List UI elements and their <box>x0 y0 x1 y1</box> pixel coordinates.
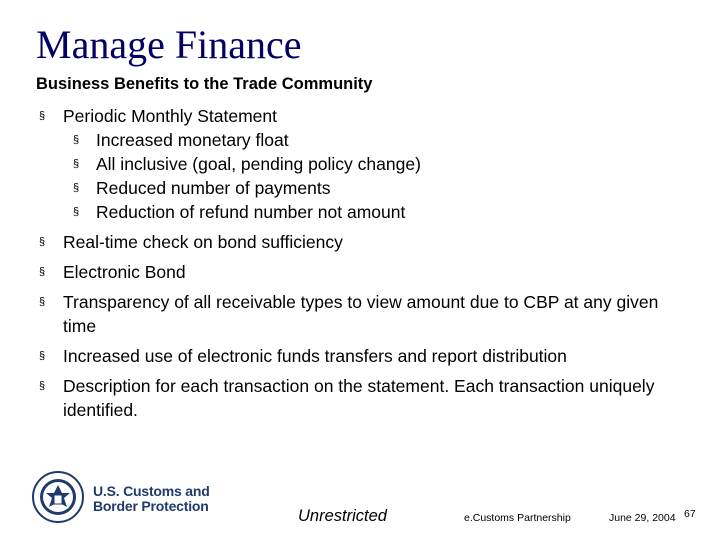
bullet-item <box>0 374 683 422</box>
bullet-item <box>0 290 683 338</box>
bullet-marker: § <box>73 182 80 194</box>
dhs-seal-icon <box>32 471 84 523</box>
footer-date: June 29, 2004 <box>609 512 676 524</box>
bullet-text: Reduction of refund number not amount <box>96 202 406 222</box>
bullet-marker: § <box>73 158 80 170</box>
sub-bullet-item <box>0 152 686 176</box>
bullet-item <box>0 104 683 128</box>
bullet-item <box>0 344 683 368</box>
bullet-text: All inclusive (goal, pending policy change) <box>96 154 421 174</box>
bullet-item <box>0 230 683 254</box>
agency-name-line: U.S. Customs and <box>93 483 210 499</box>
agency-logo-text <box>93 484 210 514</box>
sub-bullet-item <box>0 200 686 224</box>
agency-name-line: Border Protection <box>93 498 209 514</box>
bullet-list <box>0 104 720 422</box>
classification-label: Unrestricted <box>298 507 387 525</box>
bullet-marker: § <box>39 236 46 248</box>
bullet-marker: § <box>73 134 80 146</box>
sub-bullet-item <box>0 176 686 200</box>
bullet-marker: § <box>39 350 46 362</box>
bullet-marker: § <box>39 266 46 278</box>
bullet-text: Real-time check on bond sufficiency <box>63 232 343 252</box>
slide-title: Manage Finance <box>36 22 302 67</box>
bullet-text: Reduced number of payments <box>96 178 331 198</box>
bullet-marker: § <box>39 380 46 392</box>
bullet-marker: § <box>73 206 80 218</box>
bullet-text: Electronic Bond <box>63 262 186 282</box>
bullet-marker: § <box>39 110 46 122</box>
bullet-marker: § <box>39 296 46 308</box>
bullet-text: Increased use of electronic funds transfers and report distribution <box>63 346 567 366</box>
sub-bullet-item <box>0 128 686 152</box>
slide-subtitle: Business Benefits to the Trade Community <box>36 75 373 93</box>
bullet-item <box>0 260 683 284</box>
bullet-text: Transparency of all receivable types to view amount due to CBP at any given time <box>63 292 659 336</box>
page-number: 67 <box>684 508 696 520</box>
bullet-text: Increased monetary float <box>96 130 289 150</box>
bullet-text: Periodic Monthly Statement <box>63 106 277 126</box>
bullet-text: Description for each transaction on the statement. Each transaction uniquely identified. <box>63 376 655 420</box>
partnership-label: e.Customs Partnership <box>464 512 571 524</box>
